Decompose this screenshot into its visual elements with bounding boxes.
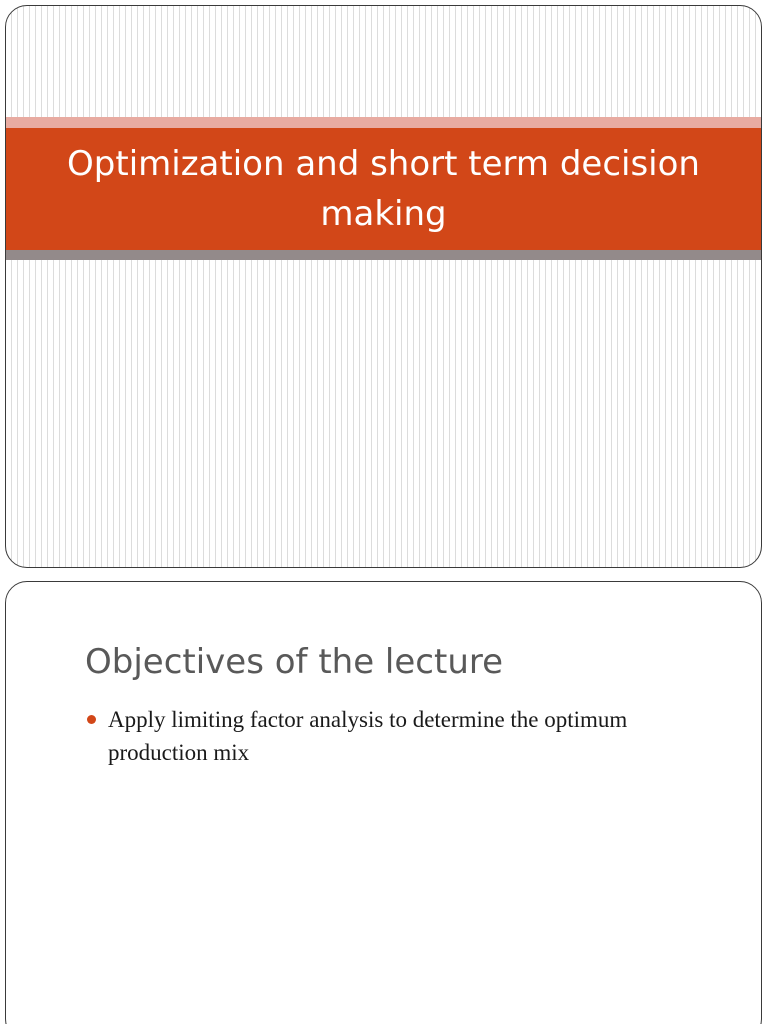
bullet-dot-icon — [87, 715, 96, 724]
bullet-list — [85, 703, 685, 769]
bullet-text: Apply limiting factor analysis to determine the optimum production mix — [108, 707, 628, 765]
title-band-top-stripe — [6, 117, 761, 128]
slide-heading: Objectives of the lecture — [85, 642, 504, 682]
title-band-bottom-stripe — [6, 250, 761, 260]
slide-title: Optimization and short term decision making — [67, 144, 700, 234]
title-slide — [5, 5, 762, 568]
list-item — [85, 703, 685, 769]
title-band — [6, 128, 761, 250]
objectives-slide — [5, 581, 762, 1024]
